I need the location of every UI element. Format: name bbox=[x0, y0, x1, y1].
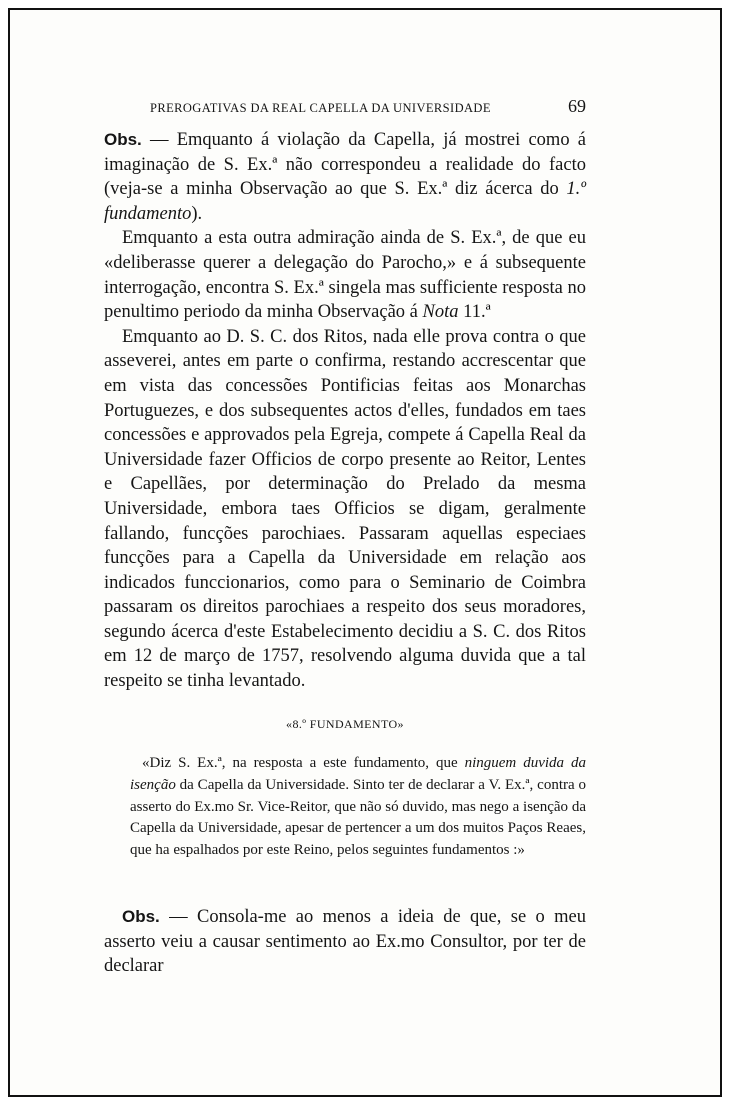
paragraph-obs-2 bbox=[104, 905, 586, 979]
running-title: PREROGATIVAS DA REAL CAPELLA DA UNIVERSIDADE bbox=[150, 101, 491, 115]
quote-italic: ninguem duvida da isenção bbox=[130, 755, 586, 793]
obs-label: Obs. bbox=[122, 907, 160, 926]
running-header bbox=[150, 96, 586, 117]
quote-text: «Diz S. Ex.ª, na resposta a este fundamento, que bbox=[142, 755, 465, 771]
quote-text: da Capella da Universidade. Sinto ter de declarar a V. Ex.ª, contra o asserto do Ex.mo Sr. Vice-Reitor, que não só duvido, mas nego a isenção da Capella da Universidade, apesar de pertencer a um dos muitos Paços Reaes, que ha espalhados por este Reino, pelos seguintes fundamentos :» bbox=[130, 776, 586, 859]
paragraph-text: Emquanto a esta outra admiração ainda de S. Ex.ª, de que eu «deliberasse querer a delegação do Parocho,» e á subsequente interrogação, encontra S. Ex.ª singela mas sufficiente resposta no penultimo periodo da minha Observação á bbox=[104, 228, 587, 323]
closing-text bbox=[104, 905, 586, 979]
section-heading: «8.º FUNDAMENTO» bbox=[286, 717, 404, 731]
body-text bbox=[104, 128, 586, 694]
paragraph-text: ). bbox=[191, 203, 203, 224]
block-quote bbox=[130, 753, 586, 862]
paragraph-text: — Emquanto á violação da Capella, já mostrei como á imaginação de S. Ex.ª não correspondeu a realidade do facto (veja-se a minha Observação ao que S. Ex.ª diz ácerca do bbox=[104, 130, 586, 200]
paragraph-text: 11.ª bbox=[458, 302, 491, 323]
paragraph-text: — Consola-me ao menos a ideia de que, se o meu asserto veiu a causar sentimento ao Ex.mo Consultor, por ter de declarar bbox=[104, 907, 586, 977]
page bbox=[8, 8, 722, 1097]
quote-paragraph bbox=[130, 753, 586, 862]
paragraph-2 bbox=[104, 226, 586, 324]
italic-reference: 1.º fundamento bbox=[104, 179, 586, 224]
paragraph-obs-1 bbox=[104, 128, 586, 226]
obs-label: Obs. bbox=[104, 130, 142, 149]
paragraph-3: Emquanto ao D. S. C. dos Ritos, nada elle prova contra o que asseverei, antes em parte o confirma, restando accrescentar que em vista das concessões Pontificias feitas aos Monarchas Portuguezes, e dos subsequentes actos d'elles, fundados em taes concessões e approvados pela Egreja, compete á Capella Real da Universidade fazer Officios de corpo presente ao Reitor, Lentes e Capellães, por determinação do Prelado da mesma Universidade, embora taes Officios se digam, geralmente fallando, funcções parochiaes. Passaram aquellas especiaes funcções para a Capella da Universidade em relação aos indicados funccionarios, como para o Seminario de Coimbra passaram os direitos parochiaes a respeito dos seus moradores, segundo ácerca d'este Estabelecimento decidiu a S. C. dos Ritos em 12 de março de 1757, resolvendo alguma duvida que a tal respeito se tinha levantado. bbox=[104, 326, 586, 692]
italic-reference: Nota bbox=[422, 302, 459, 323]
page-number: 69 bbox=[568, 96, 586, 116]
